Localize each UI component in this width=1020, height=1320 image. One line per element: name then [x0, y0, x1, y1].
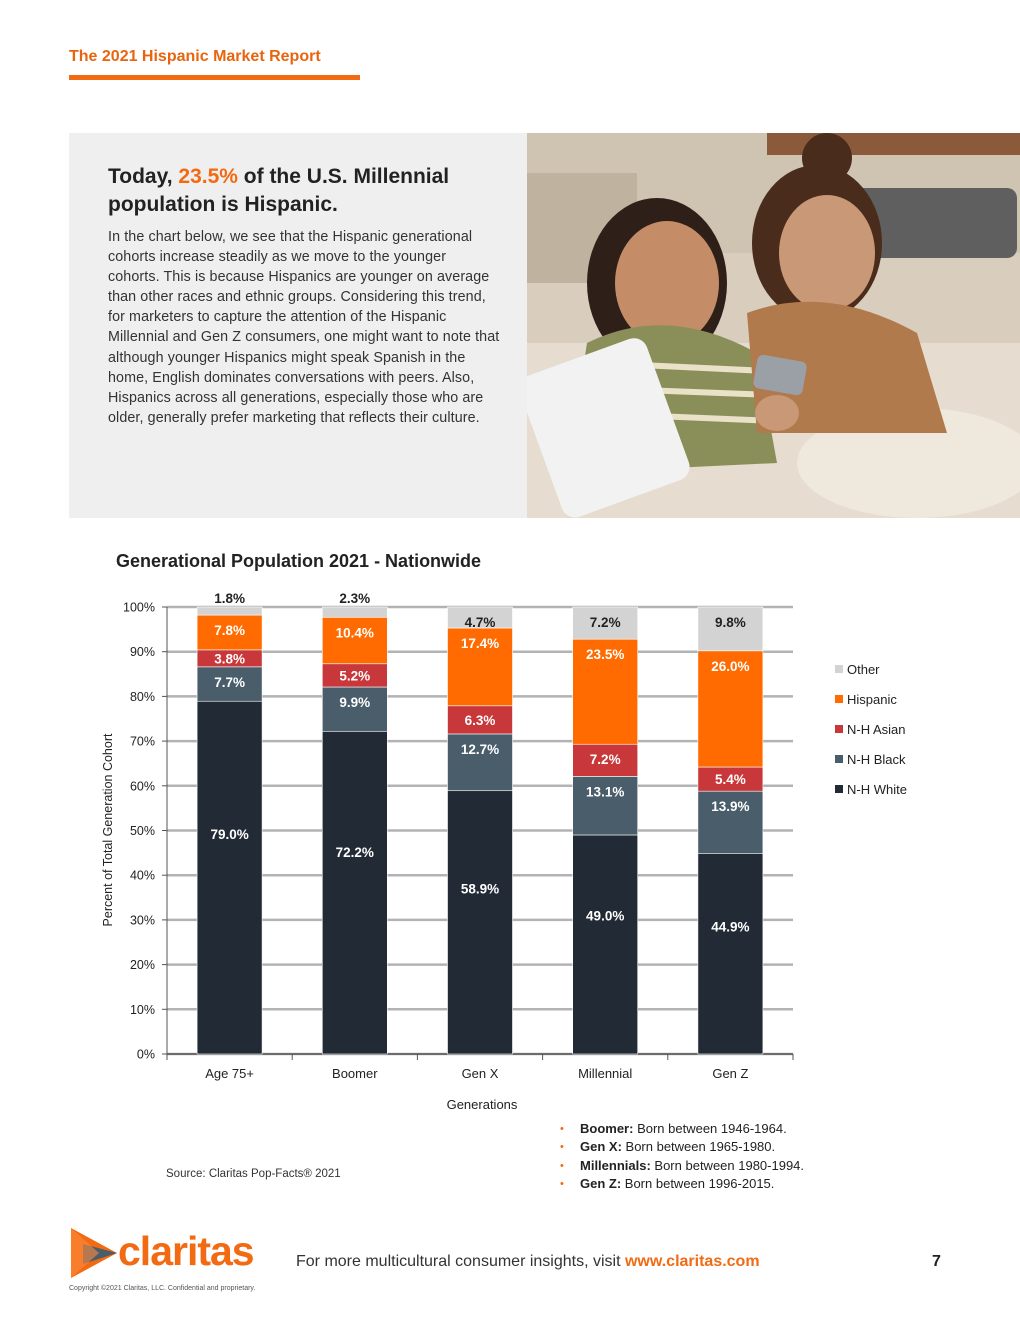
legend-label: Other — [847, 662, 880, 677]
claritas-logo-text: claritas — [118, 1228, 254, 1274]
report-title: The 2021 Hispanic Market Report — [69, 48, 321, 65]
x-tick-label: Gen X — [461, 1066, 499, 1081]
definition-term: Gen Z: — [580, 1175, 622, 1191]
x-tick-label: Millennial — [578, 1066, 633, 1081]
data-label: 23.5% — [586, 647, 625, 663]
data-label: 3.8% — [214, 651, 245, 667]
data-label: 12.7% — [460, 741, 500, 757]
bar-segment — [197, 701, 262, 1054]
data-label: 5.4% — [715, 772, 746, 788]
data-label: 1.8% — [214, 591, 245, 606]
data-label: 4.7% — [464, 615, 496, 630]
y-tick-label: 0% — [136, 1047, 155, 1062]
chart-title: Generational Population 2021 - Nationwide — [116, 551, 482, 571]
data-label: 7.8% — [214, 623, 245, 639]
bar-segment — [197, 607, 262, 615]
bar-segment — [448, 791, 513, 1054]
legend-label: Hispanic — [847, 692, 897, 707]
legend-swatch — [835, 665, 843, 673]
headline-accent-stat: 23.5% — [178, 165, 238, 188]
y-tick-label: 60% — [129, 779, 155, 794]
legend-label: N-H White — [847, 782, 907, 797]
definition-text: Born between 1996-2015. — [621, 1175, 775, 1191]
data-label: 79.0% — [210, 826, 249, 842]
hero-photo — [527, 133, 1020, 518]
legend-swatch — [835, 725, 843, 733]
definition-item — [560, 1138, 804, 1156]
bar-segment — [573, 835, 638, 1054]
legend-swatch — [835, 695, 843, 703]
definition-term: Gen X: — [580, 1139, 622, 1155]
y-axis-title: Percent of Total Generation Cohort — [101, 733, 115, 927]
bar-segment — [322, 731, 387, 1054]
y-tick-label: 50% — [129, 824, 155, 838]
generation-definitions — [560, 1120, 804, 1193]
two-women-with-tablet-image — [527, 133, 1020, 518]
data-label: 13.9% — [711, 799, 750, 815]
x-axis-title: Generations — [446, 1097, 518, 1112]
headline-prefix: Today, — [108, 165, 179, 188]
bullet-icon: • — [560, 1159, 564, 1172]
bar-segment — [322, 607, 387, 617]
legend-label: N-H Asian — [847, 722, 906, 737]
headline-suffix: of the U.S. Millennial population is Hispanic. — [108, 165, 450, 216]
definition-term: Millennials: — [580, 1157, 651, 1173]
footer-cta — [296, 1253, 760, 1271]
bullet-icon: • — [560, 1177, 564, 1190]
data-label: 9.8% — [715, 615, 746, 630]
bar-segment — [698, 853, 763, 1054]
legend-swatch — [835, 785, 843, 793]
copyright-notice: Copyright ©2021 Claritas, LLC. Confidential and proprietary. — [69, 1285, 256, 1292]
definition-text: Born between 1980-1994. — [650, 1157, 805, 1173]
data-label: 9.9% — [339, 695, 371, 711]
definition-item — [560, 1120, 804, 1138]
y-tick-label: 40% — [129, 868, 155, 883]
data-label: 7.2% — [589, 752, 621, 768]
stacked-bar-chart — [90, 585, 950, 1120]
definition-item — [560, 1157, 804, 1175]
data-label: 44.9% — [711, 919, 750, 935]
data-label: 7.7% — [214, 674, 245, 690]
y-tick-label: 70% — [129, 734, 155, 749]
bar-segment — [322, 617, 387, 663]
bullet-icon: • — [560, 1123, 564, 1135]
x-tick-label: Boomer — [332, 1066, 378, 1081]
definition-text: Born between 1946-1964. — [633, 1121, 787, 1136]
title-underline — [69, 75, 360, 80]
legend-swatch — [835, 755, 843, 763]
source-note: Source: Claritas Pop-Facts® 2021 — [166, 1168, 341, 1180]
footer-cta-text: For more multicultural consumer insights, visit — [296, 1253, 625, 1270]
y-tick-label: 20% — [129, 958, 155, 973]
data-label: 13.1% — [586, 784, 625, 800]
data-label: 5.2% — [339, 668, 371, 684]
data-label: 10.4% — [335, 625, 374, 641]
legend-label: N-H Black — [847, 752, 906, 767]
data-label: 17.4% — [460, 636, 500, 652]
data-label: 6.3% — [464, 712, 496, 728]
bullet-icon: • — [560, 1141, 564, 1154]
y-tick-label: 30% — [129, 913, 155, 928]
y-tick-label: 10% — [129, 1002, 155, 1017]
data-label: 72.2% — [335, 845, 374, 861]
x-tick-label: Age 75+ — [205, 1066, 254, 1081]
data-label: 7.2% — [589, 615, 621, 630]
claritas-website-link[interactable]: www.claritas.com — [624, 1253, 760, 1270]
data-label: 49.0% — [586, 908, 625, 924]
data-label: 2.3% — [339, 591, 371, 606]
page-number: 7 — [932, 1253, 941, 1270]
definition-term: Boomer: — [580, 1121, 634, 1136]
y-tick-label: 80% — [129, 689, 155, 704]
definition-item — [560, 1175, 804, 1193]
y-tick-label: 90% — [129, 645, 155, 660]
definition-text: Born between 1965-1980. — [621, 1139, 776, 1155]
intro-headline — [108, 163, 508, 219]
y-tick-label: 100% — [123, 600, 155, 615]
data-label: 26.0% — [711, 658, 750, 674]
x-tick-label: Gen Z — [712, 1066, 749, 1081]
intro-body: In the chart below, we see that the Hispanic generational cohorts increase steadily as we move to the younger cohorts. This is because Hispanics are younger on average than other races and ethnic groups. Considering this trend, for marketers to capture the attention of the Hispanic Millennial and Gen Z consumers, one might want to note that although younger Hispanics might speak Spanish in the home, English dominates conversations with peers. Also, Hispanics across all generations, especially those who are older, generally prefer marketing that reflects their culture. — [108, 229, 500, 426]
data-label: 58.9% — [460, 881, 500, 897]
